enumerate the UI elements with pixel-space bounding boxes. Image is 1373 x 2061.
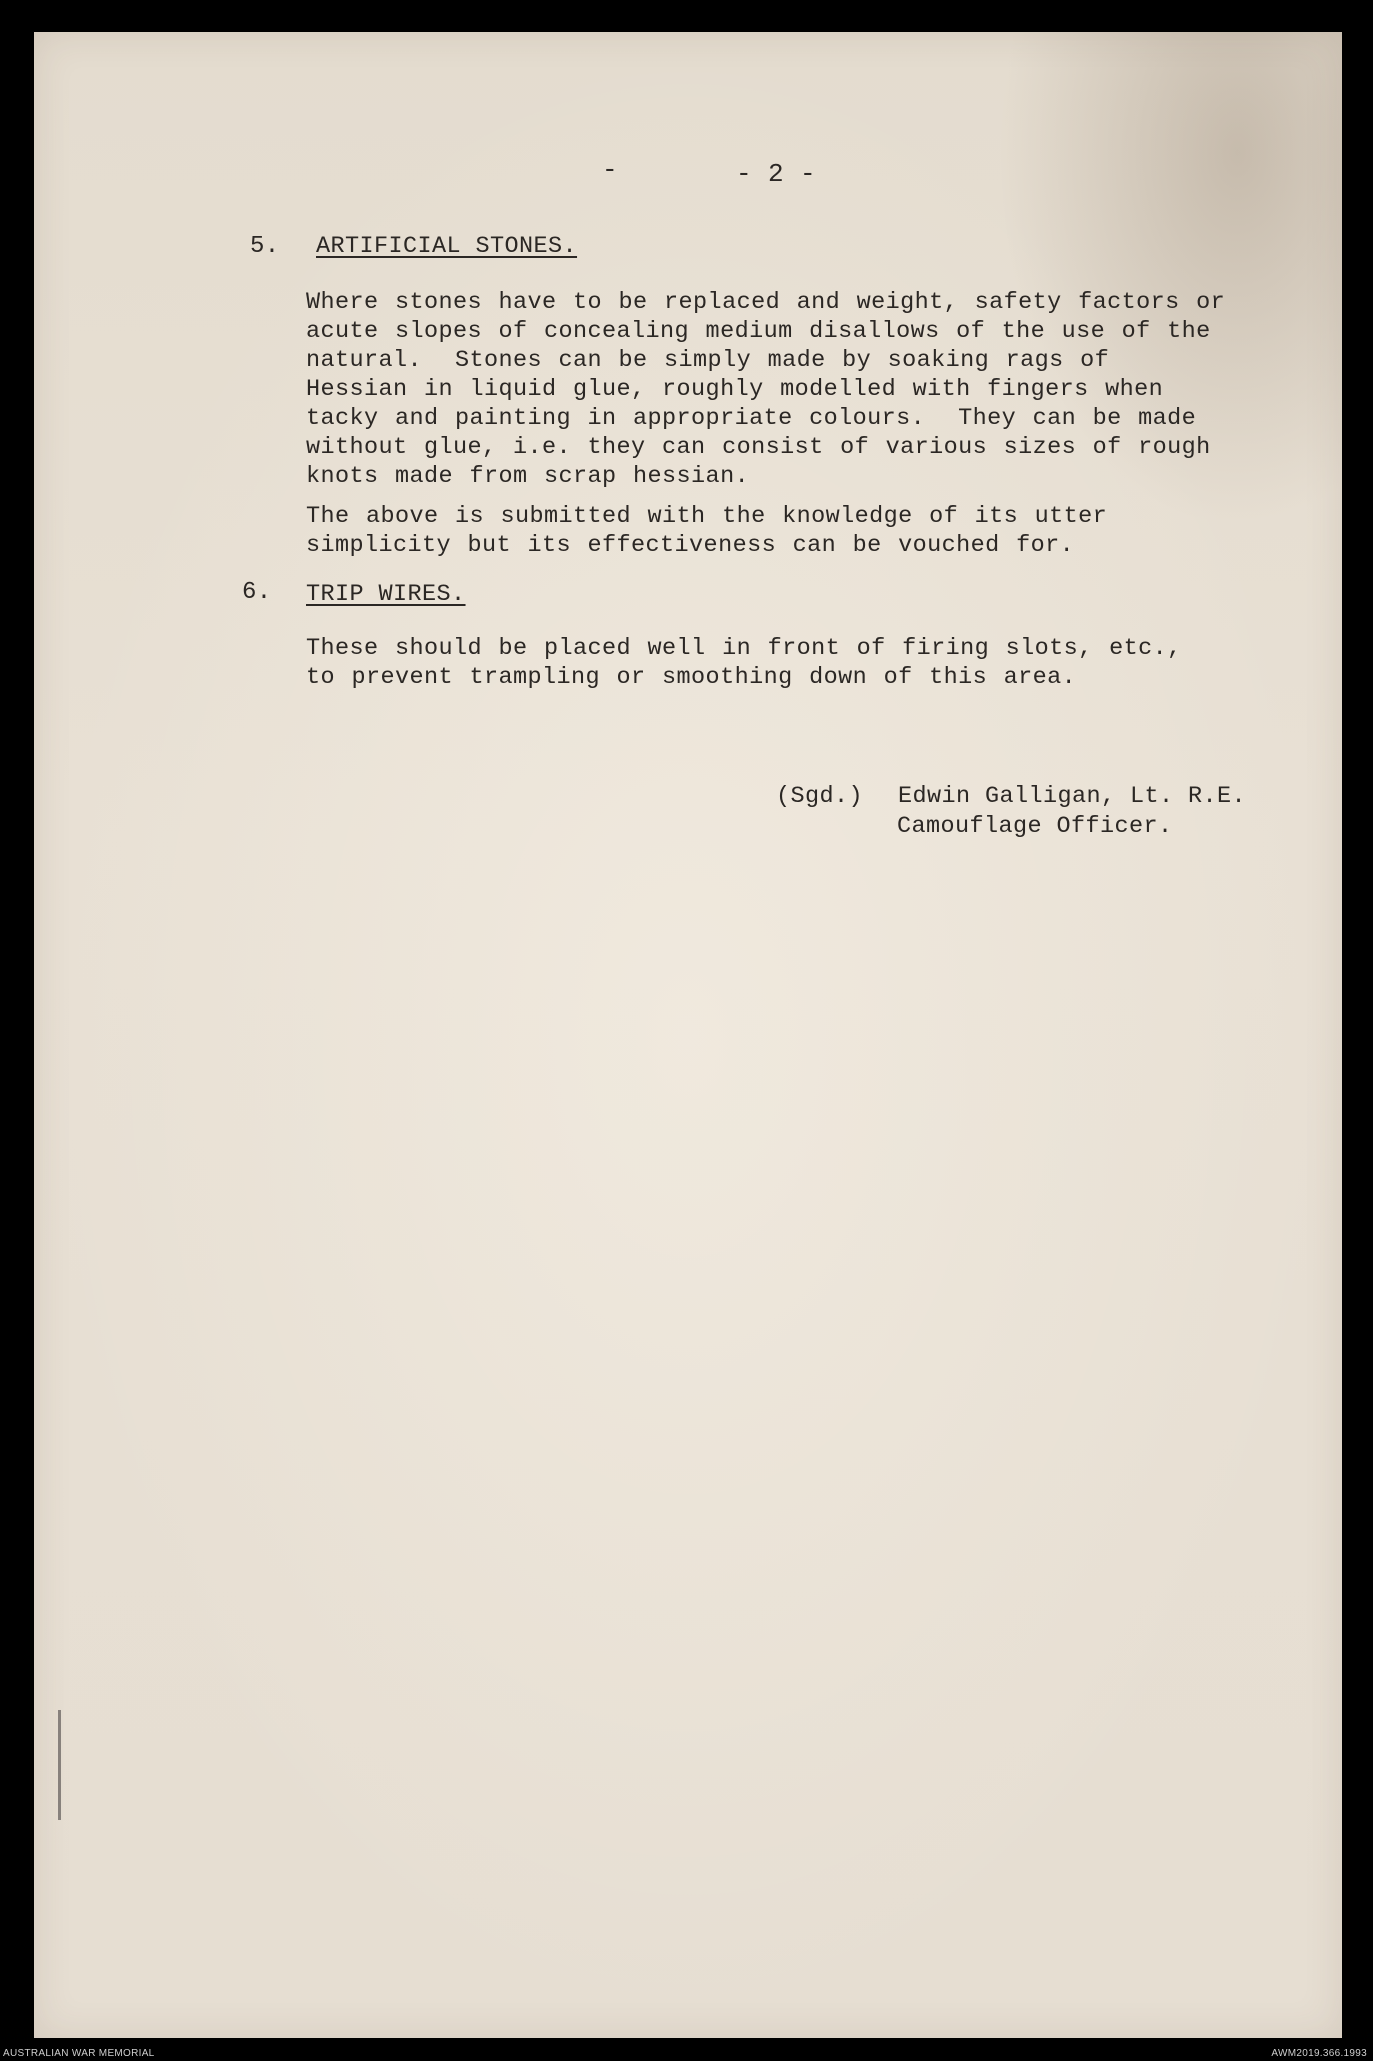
footer-accession-number: AWM2019.366.1993 (1271, 2048, 1367, 2059)
section-paragraph (306, 502, 1296, 560)
paragraph-line: natural. Stones can be simply made by soaking rags of (306, 347, 1110, 374)
paragraph-line: tacky and painting in appropriate colours. They can be made (306, 405, 1197, 432)
signature-name: Edwin Galligan, Lt. R.E. (898, 783, 1247, 810)
page-edge-mark (58, 1710, 61, 1820)
paragraph-line: Hessian in liquid glue, roughly modelled with fingers when (306, 376, 1164, 403)
paragraph-line: acute slopes of concealing medium disallows of the use of the (306, 318, 1211, 345)
paragraph-line: to prevent trampling or smoothing down of this area. (306, 664, 1077, 691)
paragraph-line: without glue, i.e. they can consist of various sizes of rough (306, 434, 1211, 461)
paragraph-line: These should be placed well in front of firing slots, etc., (306, 635, 1182, 662)
footer-institution: AUSTRALIAN WAR MEMORIAL (3, 2048, 155, 2059)
section-paragraph (306, 634, 1296, 692)
section-number: 6. (242, 579, 272, 606)
signature-title: Camouflage Officer. (897, 813, 1173, 840)
paragraph-line: knots made from scrap hessian. (306, 463, 750, 490)
section-heading: TRIP WIRES. (306, 581, 466, 608)
signature-prefix: (Sgd.) (776, 783, 864, 810)
section-heading: ARTIFICIAL STONES. (316, 233, 578, 260)
page-number: - 2 - (736, 159, 817, 189)
paragraph-line: simplicity but its effectiveness can be vouched for. (306, 532, 1075, 559)
page-top-dash: - (602, 155, 619, 185)
paragraph-line: Where stones have to be replaced and weight, safety factors or (306, 289, 1226, 316)
section-paragraph (306, 288, 1296, 491)
section-number: 5. (250, 233, 280, 260)
paragraph-line: The above is submitted with the knowledge of its utter (306, 503, 1108, 530)
